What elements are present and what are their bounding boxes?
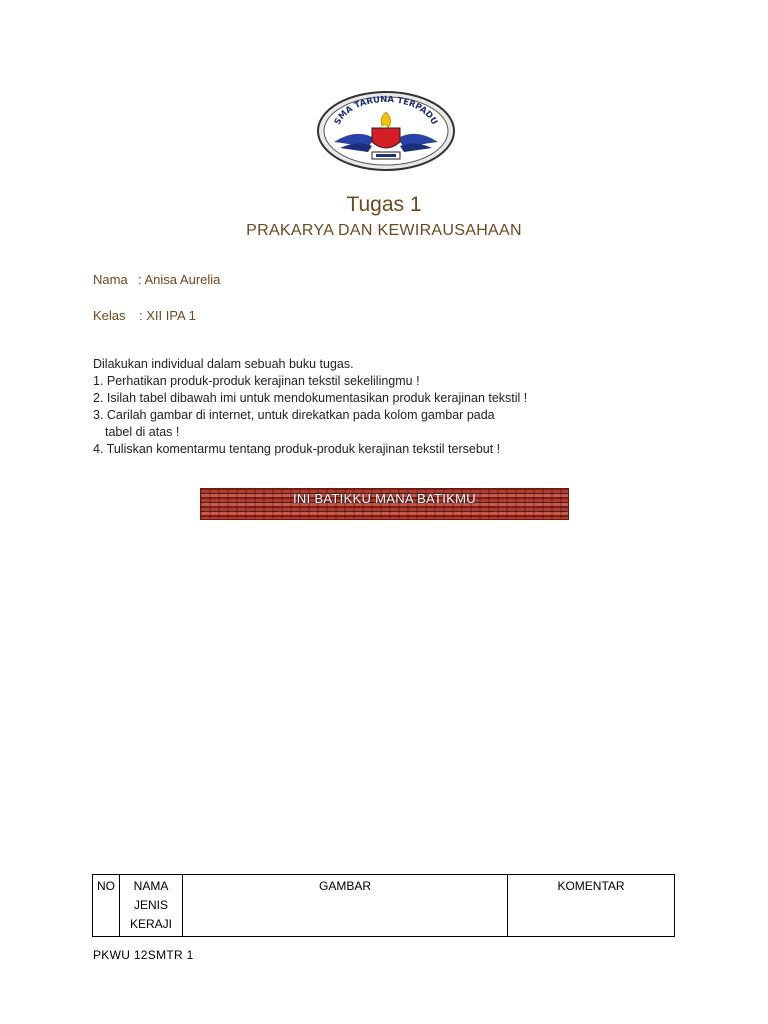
banner-text: INI BATIKKU MANA BATIKMU — [293, 491, 476, 506]
header-komentar: KOMENTAR — [508, 875, 675, 937]
batik-banner — [200, 488, 569, 520]
instruction-item-3-continued: tabel di atas ! — [105, 425, 180, 439]
name-value: : Anisa Aurelia — [138, 272, 221, 287]
header-gambar: GAMBAR — [183, 875, 508, 937]
instruction-item-4: 4. Tuliskan komentarmu tentang produk-produk kerajinan tekstil tersebut ! — [93, 442, 501, 456]
instruction-item-3: 3. Carilah gambar di internet, untuk direkatkan pada kolom gambar pada — [93, 408, 495, 422]
school-logo — [316, 90, 456, 172]
header-no: NO — [93, 875, 120, 937]
page-footer: PKWU 12SMTR 1 — [93, 948, 194, 962]
student-name-field — [93, 272, 220, 287]
instruction-item-1: 1. Perhatikan produk-produk kerajinan tekstil sekelilingmu ! — [93, 374, 420, 388]
document-title: Tugas 1 — [346, 193, 422, 216]
class-value: : XII IPA 1 — [139, 308, 196, 323]
logo-text: SMA TARUNA TERPADU — [332, 94, 440, 127]
class-label: Kelas — [93, 308, 126, 323]
document-subtitle: PRAKARYA DAN KEWIRAUSAHAAN — [246, 222, 522, 239]
task-table — [92, 874, 675, 937]
instruction-item-2: 2. Isilah tabel dibawah imi untuk mendokumentasikan produk kerajinan tekstil ! — [93, 391, 528, 405]
student-class-field — [93, 308, 196, 323]
instructions — [93, 356, 653, 458]
instructions-intro: Dilakukan individual dalam sebuah buku tugas. — [93, 357, 354, 371]
name-label: Nama — [93, 272, 128, 287]
table-header-row — [93, 875, 675, 937]
header-nama-jenis: NAMA JENIS KERAJI — [120, 875, 183, 937]
